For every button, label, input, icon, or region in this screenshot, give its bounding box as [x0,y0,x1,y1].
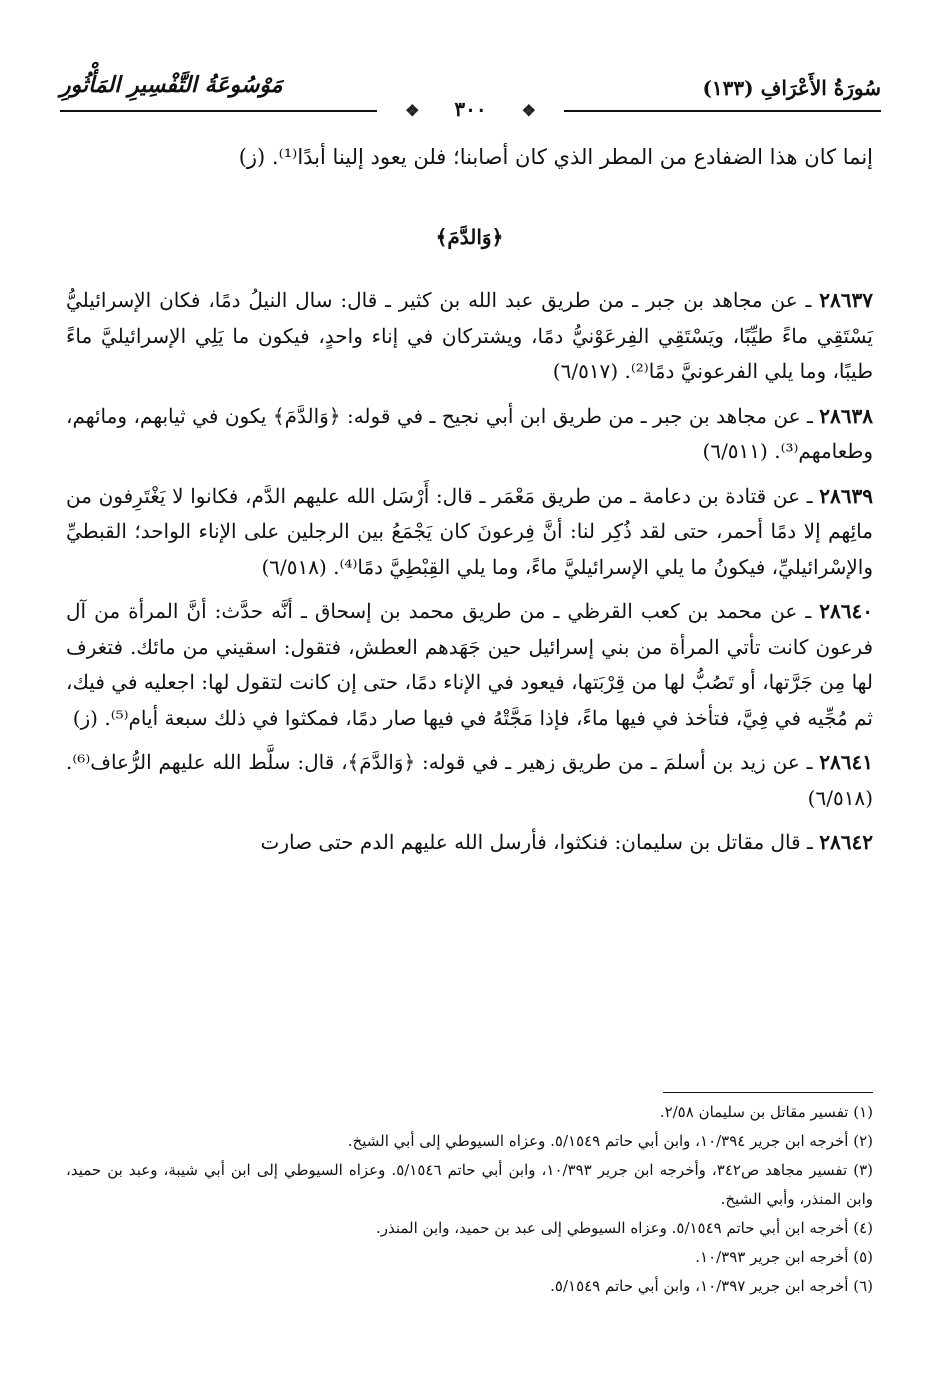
entry-number: ٢٨٦٣٨ [819,403,873,428]
entry-text: ـ عن زيد بن أسلمَ ـ من طريق زهير ـ في قوله: ﴿وَالدَّمَ﴾، قال: سلَّط الله عليهم الرُّعاف⁽⁶⁾. (٦/٥١٨) [66,750,873,810]
surah-header: سُورَةُ الأَعْرَافِ (١٣٣) [702,76,881,100]
entry-text: ـ عن مجاهد بن جبر ـ من طريق عبد الله بن كثير ـ قال: سال النيلُ دمًا، فكان الإسرائيليُّ يَسْتَقِي ماءً طيِّبًا، ويَسْتَقِي الفِرعَوْنيُّ دمًا، ويشتركان في إناء واحدٍ، فيكون ما يَلِي الإسرائيليَّ ماءً طيبًا، وما يلي الفرعونيَّ دمًا⁽²⁾. (٦/٥١٧) [66,288,873,383]
entry-text: ـ قال مقاتل بن سليمان: فنكثوا، فأرسل الله عليهم الدم حتى صارت [260,830,813,854]
section-title: ﴿وَالدَّمَ﴾ [435,225,504,249]
footnote: (٦) أخرجه ابن جرير ١٠/٣٩٧، وابن أبي حاتم ٥/١٥٤٩. [550,1277,873,1295]
entry-number: ٢٨٦٤١ [819,750,873,774]
entry [66,283,873,390]
footnote: (٤) أخرجه ابن أبي حاتم ٥/١٥٤٩. وعزاه السيوطي إلى عبد بن حميد، وابن المنذر. [375,1219,873,1237]
entry-number: ٢٨٦٤٢ [819,830,873,854]
ornament-icon: ❖ [508,101,550,120]
footnote-rule [663,1092,873,1093]
entry-text: ـ عن محمد بن كعب القرظي ـ من طريق محمد بن إسحاق ـ أنَّه حدَّث: أنَّ المرأة من آل فرعون كانت تأتي المرأة من بني إسرائيل حين جَهَدهم العطش، فتقول: اسقيني من مائك. فتغرف لها مِن جَرَّتها، أو تَصُبُّ لها من قِرْبَتها، فيعود في الإناء دمًا، حتى إن كانت لتقول لها: اجعليه في فيك، ثم مُجِّيه في فِيَّ، فتأخذ في فيها ماءً، فإذا مَجَّتْهُ في فيها صار دمًا، فمكثوا في ذلك سبعة أيام⁽⁵⁾. (ز) [66,599,874,730]
entry-number: ٢٨٦٣٩ [819,483,873,508]
page-number: ٣٠٠ [440,97,500,121]
footnote: (٢) أخرجه ابن جرير ١٠/٣٩٤، وابن أبي حاتم ٥/١٥٤٩. وعزاه السيوطي إلى أبي الشيخ. [347,1132,873,1150]
entry-text: ـ عن مجاهد بن جبر ـ من طريق ابن أبي نجيح ـ في قوله: ﴿وَالدَّمَ﴾ يكون في ثيابهم، ومائهم، وطعامهم⁽³⁾. (٦/٥١١) [66,403,873,463]
footnote: (٥) أخرجه ابن جرير ١٠/٣٩٣. [695,1248,873,1266]
entry [66,745,873,816]
page-number-wrap [0,97,941,121]
ornament-icon: ❖ [391,101,433,120]
entry [66,825,873,861]
footnote: (٣) تفسير مجاهد ص٣٤٢، وأخرجه ابن جرير ١٠/٣٩٣، وابن أبي حاتم ٥/١٥٤٦. وعزاه السيوطي إلى ابن أبي شيبة، وعبد بن حميد، وابن المنذر، وأبي الشيخ. [66,1161,873,1208]
entry-number: ٢٨٦٣٧ [819,288,873,312]
opening-line: إنما كان هذا الضفادع من المطر الذي كان أصابنا؛ فلن يعود إلينا أبدًا⁽¹⁾. (ز) [238,145,873,169]
entry [66,479,873,586]
entry [66,399,873,470]
footnotes [66,1098,873,1301]
entry-number: ٢٨٦٤٠ [819,599,873,623]
main-text [66,140,873,870]
footnote: (١) تفسير مقاتل بن سليمان ٢/٥٨. [659,1103,873,1121]
entry [66,594,873,736]
book-title-header: مَوْسُوعَةُ التَّفْسِيرِ المَأْثُورِ [60,72,283,98]
entry-text: ـ عن قتادة بن دعامة ـ من طريق مَعْمَر ـ قال: أَرْسَل الله عليهم الدَّم، فكانوا لا يَغْتَرِفون من مائِهم إلا دمًا أحمر، حتى لقد ذُكِر لنا: أنَّ فِرعونَ كان يَجْمَعُ بين الرجلين على الإناء الواحد؛ القبطيِّ والإسْرائيليِّ، فيكونُ ما يلي الإسرائيليَّ ماءً، وما يلي القِبْطِيَّ دمًا⁽⁴⁾. (٦/٥١٨) [66,483,873,579]
